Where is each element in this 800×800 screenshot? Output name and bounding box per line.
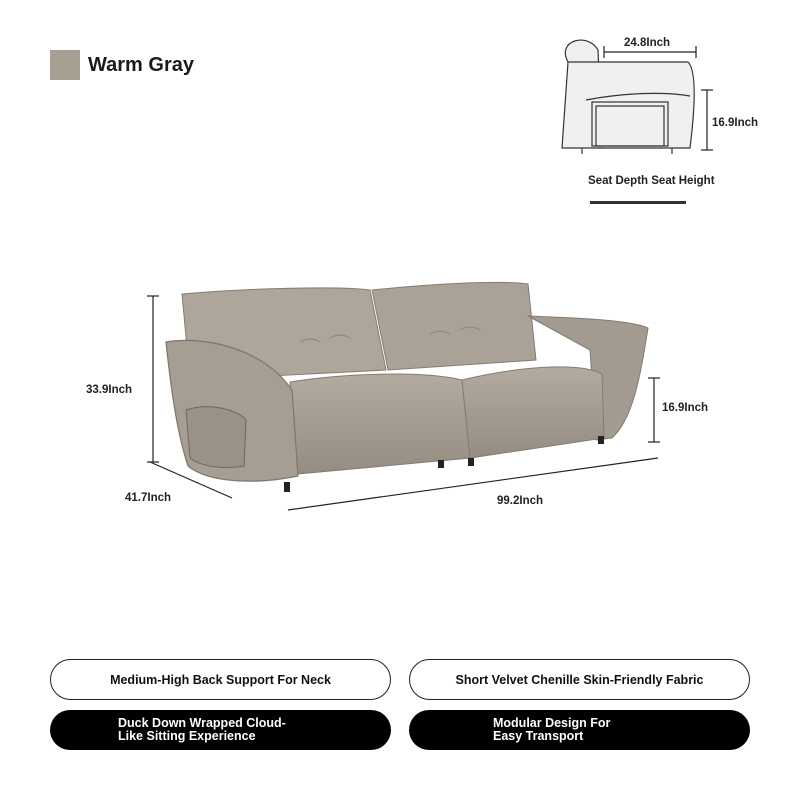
sofa-depth-label: 41.7Inch	[125, 492, 172, 504]
color-swatch-row	[50, 50, 194, 80]
feature-duck-down-text: Duck Down Wrapped Cloud-Like Sitting Experience	[118, 716, 286, 743]
seat-depth-label: 24.8Inch	[624, 37, 671, 49]
feature-velvet-fabric: Short Velvet Chenille Skin-Friendly Fabric	[409, 659, 750, 700]
sofa-seat-height-label: 16.9Inch	[662, 402, 709, 414]
sofa-leg	[438, 460, 444, 468]
color-swatch	[50, 50, 80, 80]
feature-modular-text: Modular Design For Easy Transport	[493, 716, 611, 743]
seat-cushion-left	[290, 374, 470, 474]
caption-underline	[590, 201, 686, 204]
chair-outline-icon	[562, 40, 694, 154]
color-name: Warm Gray	[88, 53, 194, 76]
feature-duck-down	[50, 710, 391, 750]
side-pocket	[186, 407, 246, 468]
sofa-leg	[468, 458, 474, 466]
sofa-height-label: 33.9Inch	[86, 384, 133, 396]
seat-diagram-caption: Seat Depth Seat Height	[588, 175, 715, 187]
sofa-leg	[284, 482, 290, 492]
back-cushion-right	[372, 282, 536, 370]
seat-cushion-right	[462, 367, 604, 458]
seat-height-label: 16.9Inch	[712, 117, 759, 129]
feature-back-support: Medium-High Back Support For Neck	[50, 659, 391, 700]
feature-modular-design	[409, 710, 750, 750]
sofa-illustration	[0, 270, 800, 530]
sofa-leg	[598, 436, 604, 444]
sofa-width-label: 99.2Inch	[497, 495, 544, 507]
